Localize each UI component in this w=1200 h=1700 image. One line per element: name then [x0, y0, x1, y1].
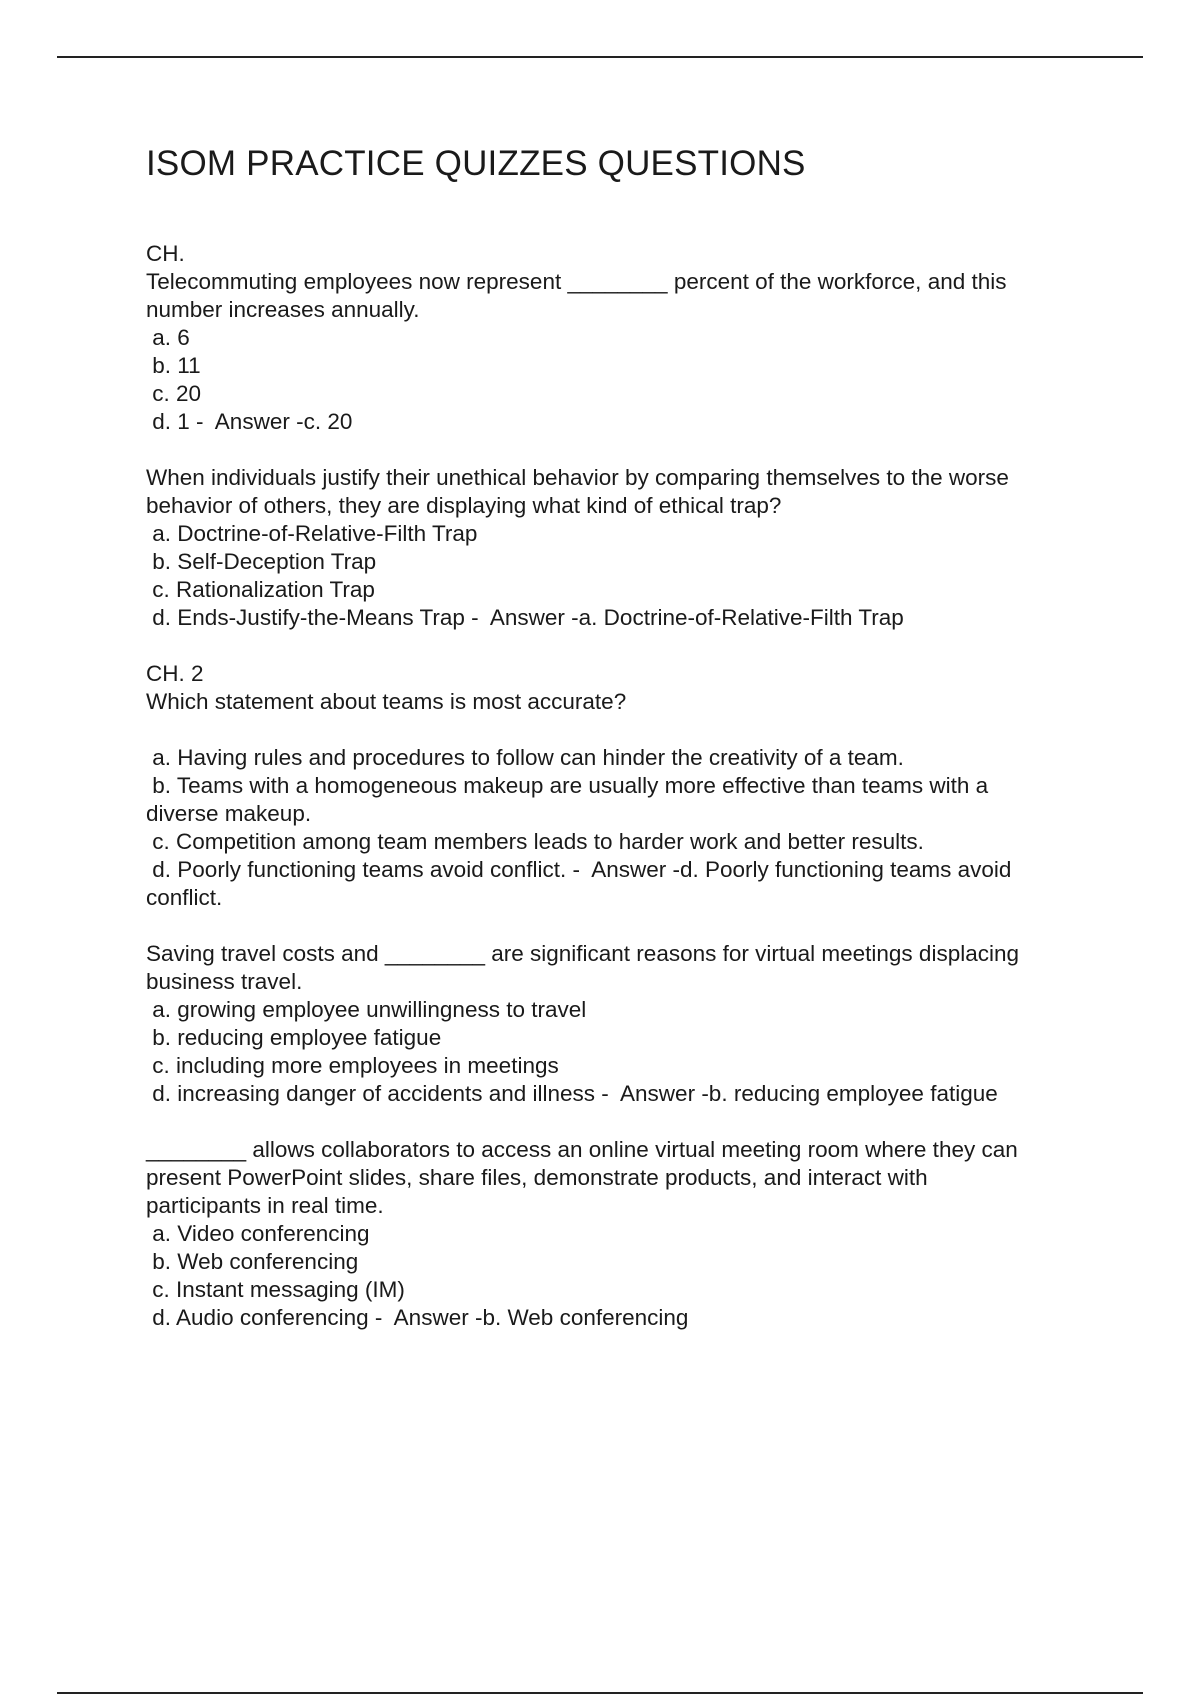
- text-line: c. Competition among team members leads to harder work and better results.: [146, 829, 924, 854]
- top-rule: [57, 56, 1143, 58]
- text-line: a. Doctrine-of-Relative-Filth Trap: [146, 521, 478, 546]
- question-block: [146, 1136, 1086, 1332]
- text-line: participants in real time.: [146, 1193, 384, 1218]
- text-line: c. including more employees in meetings: [146, 1053, 559, 1078]
- block-spacer: [146, 632, 1086, 660]
- text-line: [146, 716, 1086, 744]
- text-line: b. Teams with a homogeneous makeup are usually more effective than teams with a: [146, 773, 989, 798]
- text-line: d. Audio conferencing - Answer -b. Web conferencing: [146, 1305, 689, 1330]
- text-line: b. Self-Deception Trap: [146, 549, 377, 574]
- block-spacer: [146, 912, 1086, 940]
- text-line: b. Web conferencing: [146, 1249, 359, 1274]
- text-line: diverse makeup.: [146, 801, 312, 826]
- text-line: a. 6: [146, 325, 190, 350]
- text-line: a. growing employee unwillingness to travel: [146, 997, 587, 1022]
- text-line: behavior of others, they are displaying what kind of ethical trap?: [146, 493, 782, 518]
- text-line: d. increasing danger of accidents and illness - Answer -b. reducing employee fatigue: [146, 1081, 998, 1106]
- block-spacer: [146, 436, 1086, 464]
- text-line: conflict.: [146, 885, 223, 910]
- bottom-rule: [57, 1692, 1143, 1694]
- text-line: Which statement about teams is most accurate?: [146, 689, 627, 714]
- text-line: c. 20: [146, 381, 202, 406]
- text-line: d. 1 - Answer -c. 20: [146, 409, 353, 434]
- text-line: c. Instant messaging (IM): [146, 1277, 405, 1302]
- text-line: d. Poorly functioning teams avoid conflict. - Answer -d. Poorly functioning teams avoid: [146, 857, 1012, 882]
- question-block: [146, 660, 1086, 912]
- question-block: [146, 464, 1086, 632]
- text-line: business travel.: [146, 969, 303, 994]
- text-line: Telecommuting employees now represent ________ percent of the workforce, and this: [146, 269, 1007, 294]
- question-block: [146, 940, 1086, 1108]
- text-line: c. Rationalization Trap: [146, 577, 375, 602]
- text-line: d. Ends-Justify-the-Means Trap - Answer -a. Doctrine-of-Relative-Filth Trap: [146, 605, 904, 630]
- block-spacer: [146, 1108, 1086, 1136]
- text-line: ________ allows collaborators to access an online virtual meeting room where they can: [146, 1137, 1018, 1162]
- text-line: a. Having rules and procedures to follow can hinder the creativity of a team.: [146, 745, 904, 770]
- text-line: CH.: [146, 241, 185, 266]
- text-line: When individuals justify their unethical behavior by comparing themselves to the worse: [146, 465, 1009, 490]
- text-line: present PowerPoint slides, share files, demonstrate products, and interact with: [146, 1165, 928, 1190]
- text-line: b. reducing employee fatigue: [146, 1025, 442, 1050]
- text-line: a. Video conferencing: [146, 1221, 370, 1246]
- text-line: CH. 2: [146, 661, 204, 686]
- question-list: [146, 240, 1086, 1332]
- text-line: b. 11: [146, 353, 201, 378]
- page-title: ISOM PRACTICE QUIZZES QUESTIONS: [146, 144, 806, 183]
- text-line: number increases annually.: [146, 297, 420, 322]
- text-line: Saving travel costs and ________ are significant reasons for virtual meetings displacing: [146, 941, 1019, 966]
- question-block: [146, 240, 1086, 436]
- document-body: [146, 140, 1086, 1332]
